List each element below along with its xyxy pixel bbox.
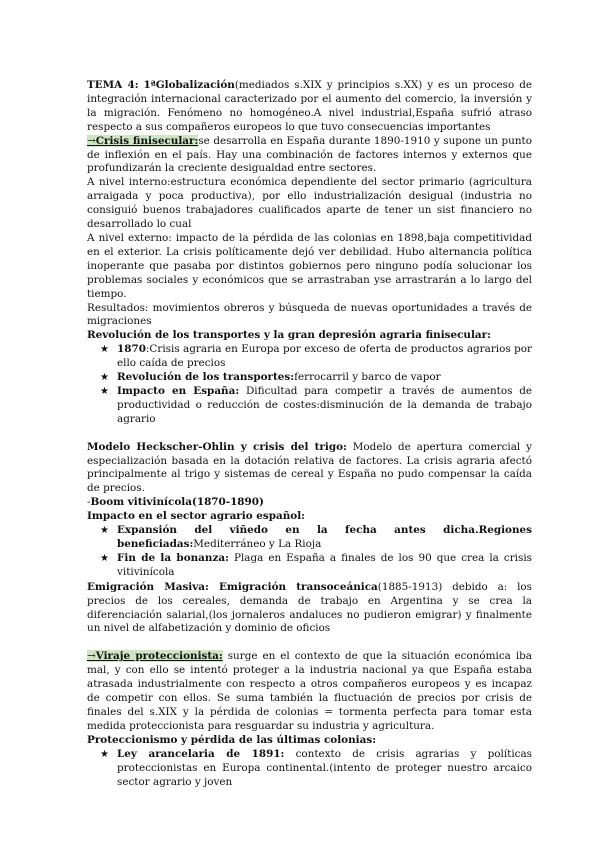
- item-text: :Crisis agraria en Europa por exceso de oferta de productos agrarios por ello caída de precios: [117, 343, 532, 370]
- star-icon: ★: [100, 372, 109, 384]
- emigracion-label: Emigración Masiva: Emigración transoceánica: [87, 580, 378, 593]
- viraje-highlight: [87, 650, 223, 662]
- item-text: Plaga en España a finales de los 90 que crea la crisis vitivinícola: [117, 551, 532, 578]
- list-item: [87, 748, 532, 790]
- item-label: Fin de la bonanza:: [117, 551, 229, 564]
- boom-list: [87, 524, 532, 580]
- crisis-text: se desarrolla en España durante 1890-1910 y supone un punto de inflexión en el país. Hay una combinación de factores internos y externos que profundizarán la creciente desigualdad entre sectores.: [87, 134, 532, 175]
- revolucion-heading: Revolución de los transportes y la gran depresión agraria finisecular:: [87, 329, 491, 342]
- item-text: ferrocarril y barco de vapor: [294, 371, 441, 384]
- boom-heading: Impacto en el sector agrario español:: [87, 510, 305, 523]
- item-label: Revolución de los transportes:: [117, 371, 295, 384]
- crisis-results: Resultados: movimientos obreros y búsqueda de nuevas oportunidades a través de migraciones: [87, 301, 532, 328]
- spacer: [87, 636, 532, 650]
- proteccionismo-heading: Proteccionismo y pérdida de las últimas colonias:: [87, 733, 377, 746]
- item-label: Ley arancelaria de 1891:: [117, 747, 285, 760]
- crisis-internal: A nivel interno:estructura económica dependiente del sector primario (agricultura arraigada y poca productiva), por ello industrialización desigual (industria no consiguió buenos trabajadores cualificados aparte de tener un sist financiero no desarrollado lo cual: [87, 176, 532, 231]
- viraje-label: Viraje proteccionista:: [95, 650, 223, 663]
- crisis-paragraph: [87, 135, 532, 177]
- arrow-glyph: →: [87, 650, 96, 663]
- proteccionismo-list: [87, 748, 532, 790]
- star-icon: ★: [100, 552, 109, 564]
- boom-prefix: -: [87, 496, 91, 509]
- heckscher-label: Modelo Heckscher-Ohlin y crisis del trigo:: [87, 440, 347, 453]
- viraje-paragraph: [87, 650, 532, 733]
- arrow-glyph: →: [87, 134, 96, 147]
- intro-text: (mediados s.XIX y principios s.XX) y es un proceso de integración internacional caracterizado por el aumento del comercio, la inversión y la migración. Fenómeno no homogéneo.A nivel industrial,España sufrió atraso respecto a sus compañeros europeos lo que tuvo consecuencias importantes: [87, 79, 532, 133]
- intro-paragraph: [87, 79, 532, 135]
- list-item: [87, 552, 532, 580]
- item-text: Mediterráneo y La Rioja: [193, 538, 322, 550]
- boom-title: [87, 496, 532, 510]
- heckscher-paragraph: [87, 441, 532, 497]
- revolucion-list: [87, 343, 532, 426]
- star-icon: ★: [100, 525, 109, 537]
- item-label: 1870: [117, 343, 146, 356]
- star-icon: ★: [100, 385, 109, 397]
- item-label: Impacto en España:: [117, 384, 240, 397]
- globalizacion-title: 1ªGlobalización: [143, 79, 235, 91]
- spacer: [87, 427, 532, 441]
- list-item: [87, 343, 532, 371]
- emigracion-text: (1885-1913) debido a: los precios de los cereales, demanda de trabajo en Argentina y se crea la diferenciación salarial,(los jornaleros andaluces no pudieron emigrar) y finalmente un nivel de alfabetización y dominio de oficios: [87, 580, 533, 635]
- list-item: [87, 371, 532, 385]
- star-icon: ★: [100, 748, 109, 760]
- item-label: Expansión del viñedo en la fecha antes dicha.Regiones beneficiadas:: [117, 524, 532, 550]
- list-item: [87, 385, 532, 427]
- item-text: Dificultad para competir a través de aumentos de productividad o reducción de costes:disminución de la demanda de trabajo agrario: [117, 384, 532, 425]
- emigracion-paragraph: [87, 581, 532, 637]
- list-item: [87, 524, 532, 552]
- star-icon: ★: [100, 344, 109, 356]
- item-text: contexto de crisis agrarias y políticas proteccionistas en Europa continental.(intento de proteger nuestro arcaico sector agrario y joven: [117, 747, 532, 788]
- heckscher-text: Modelo de apertura comercial y especialización basada en la dotación relativa de factores. La crisis agraria afectó principalmente al trigo y sistemas de cereal y España no pudo compensar la caída de precios.: [87, 440, 533, 495]
- boom-label: Boom vitivinícola(1870-1890): [90, 496, 264, 509]
- crisis-external: A nivel externo: impacto de la pérdida de las colonias en 1898,baja competitividad en el exterior. La crisis políticamente dejó ver debilidad. Hubo alternancia política inoperante que pasaba por distintos gobiernos pero ninguno podía solucionar los problemas sociales y económicos que se arrastraban yse arrastrarán a lo largo del tiempo.: [87, 231, 532, 300]
- viraje-text: surge en el contexto de que la situación económica iba mal, y con ello se intentó proteger a la industria nacional ya que España estaba atrasada industrialmente con respecto a otros compañeros europeos y es incapaz de competir con ellos. Se suma también la fluctuación de precios por crisis de finales del s.XIX y la pérdida de colonias = tormenta perfecta para tomar esta medida proteccionista para resguardar su industria y agricultura.: [87, 650, 532, 732]
- crisis-highlight: [87, 135, 198, 147]
- crisis-label: Crisis finisecular:: [95, 134, 199, 147]
- tema-label: TEMA 4:: [87, 79, 139, 91]
